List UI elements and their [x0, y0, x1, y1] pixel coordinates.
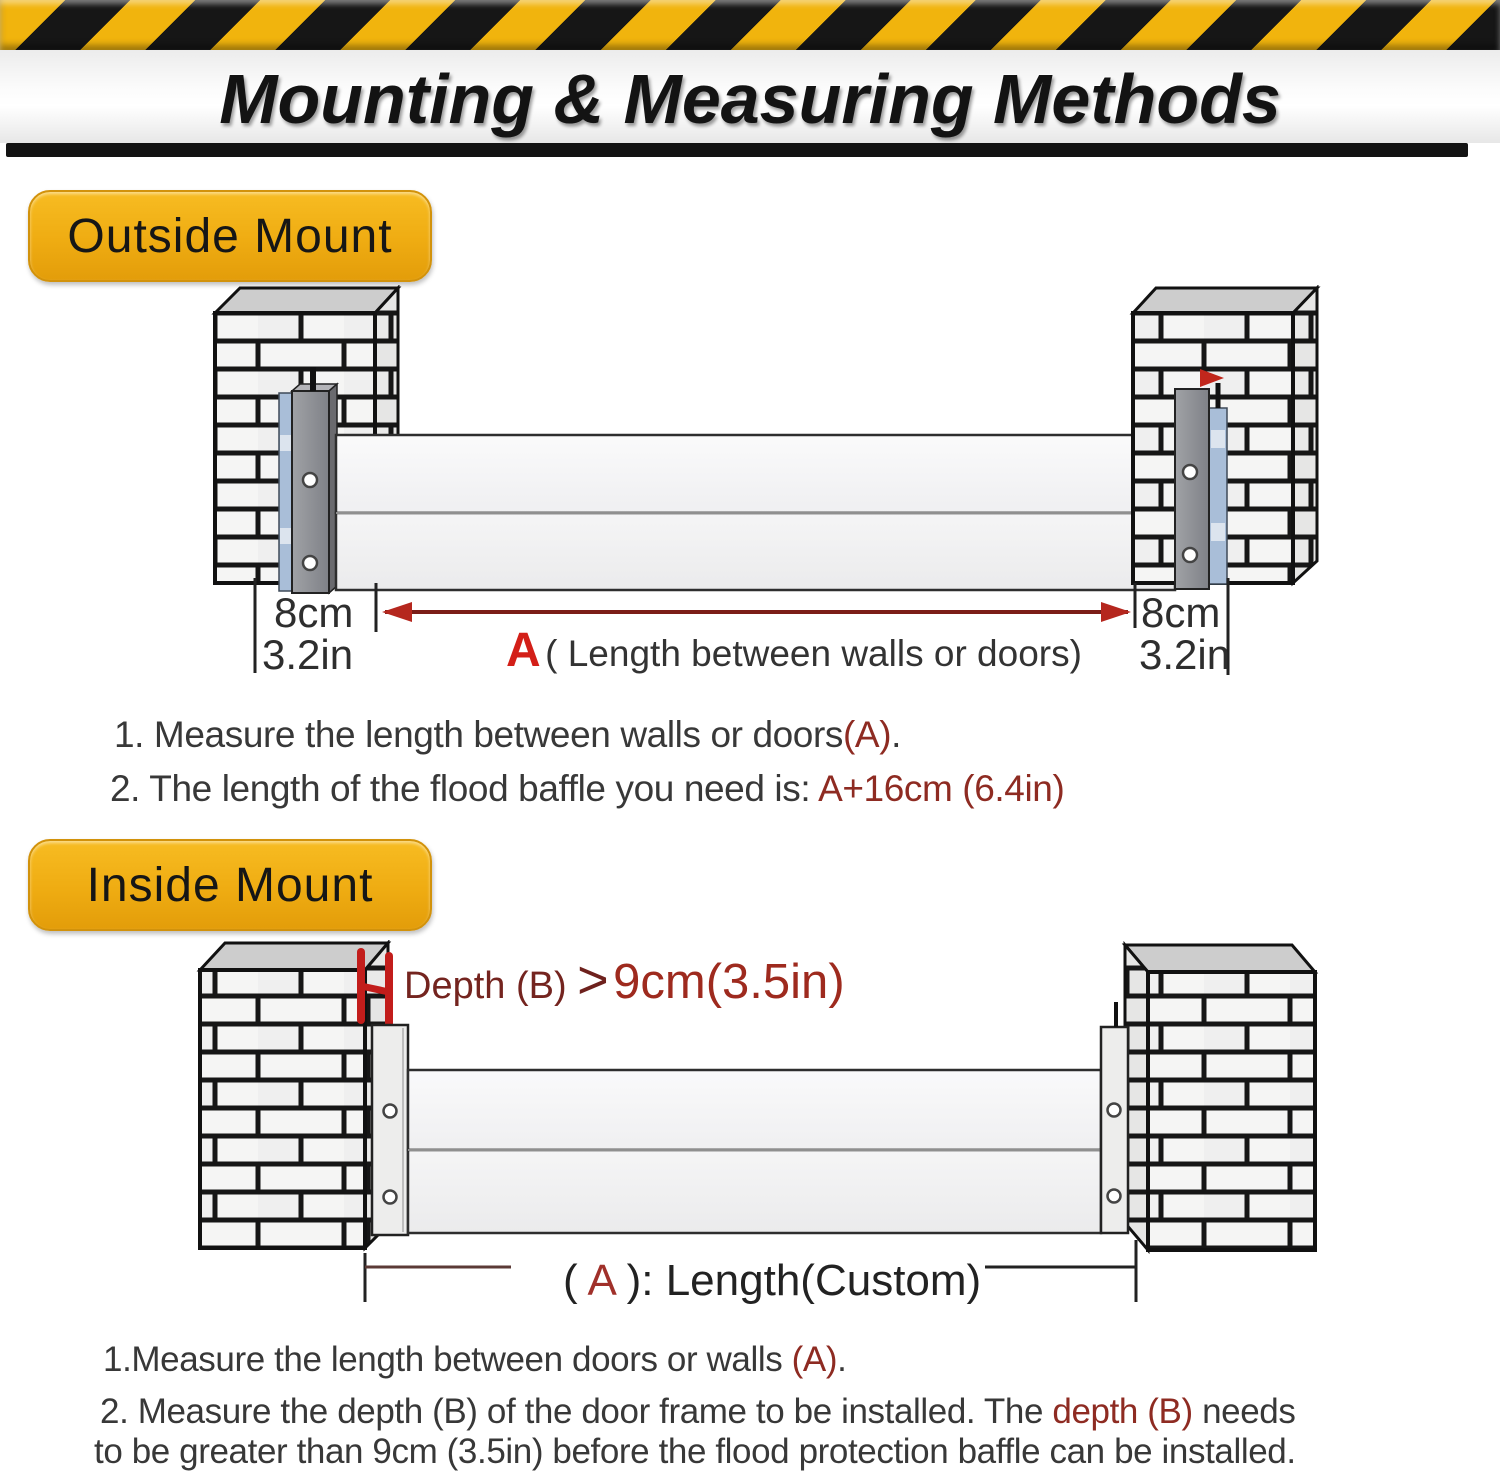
inside-mount-badge-label: Inside Mount	[86, 858, 374, 912]
rubber-seal	[279, 393, 293, 591]
pillar-top-slab	[1125, 945, 1315, 972]
pillar-front-face	[200, 970, 365, 1248]
inside-step2-line2-text: to be greater than 9cm (3.5in) before the flood protection baffle can be installed.	[94, 1432, 1296, 1471]
inside-measurement	[365, 1240, 1136, 1305]
outside-step-1	[114, 714, 901, 756]
seal-tab	[280, 528, 292, 544]
barrier-panel-top	[336, 435, 1175, 513]
length-label-open: (	[563, 1256, 578, 1305]
inside-step2-text: 2. Measure the depth (B) of the door frame to be installed. The	[100, 1392, 1053, 1431]
outside-step1-period: .	[891, 714, 902, 755]
depth-label	[404, 950, 845, 1010]
inside-flood-barrier	[408, 1070, 1101, 1233]
barrier-panel-top	[408, 1070, 1101, 1150]
span-label	[506, 624, 1082, 677]
screw-hole	[384, 1105, 397, 1118]
right-offset-in: 3.2in	[1139, 631, 1231, 678]
inside-step2-tail: needs	[1192, 1392, 1296, 1431]
outside-step1-text: 1. Measure the length between walls or doors	[114, 714, 843, 755]
outside-measurement	[255, 578, 1230, 678]
inside-right-bracket	[1101, 1002, 1128, 1233]
inside-step2-accent: depth (B)	[1052, 1392, 1193, 1431]
screw-hole	[303, 473, 317, 487]
pillar-front-face	[1148, 972, 1315, 1250]
barrier-panel-bottom	[408, 1150, 1101, 1233]
screw-hole	[1183, 465, 1197, 479]
seal-tab	[280, 435, 292, 451]
screw-hole	[1108, 1190, 1121, 1203]
outside-right-bracket	[1175, 369, 1227, 589]
inside-mount-diagram	[0, 940, 1500, 1335]
hazard-tape-banner	[0, 0, 1500, 50]
outside-step1-accent: (A)	[843, 714, 892, 755]
outside-step2-accent: A+16cm (6.4in)	[818, 768, 1065, 809]
inside-mount-badge	[28, 839, 432, 931]
length-label	[563, 1256, 981, 1305]
screw-hole	[303, 556, 317, 570]
depth-label-text: Depth (B)	[404, 965, 578, 1007]
screw-hole	[1183, 548, 1197, 562]
span-arrowhead-left	[382, 602, 412, 622]
pillar-top-slab	[215, 288, 398, 313]
depth-label-value: 9cm(3.5in)	[613, 955, 845, 1009]
seal-tab	[1211, 430, 1225, 448]
screw-hole	[384, 1191, 397, 1204]
inside-step-1	[103, 1340, 846, 1380]
inside-right-pillar	[1125, 945, 1315, 1250]
outside-mount-badge-label: Outside Mount	[67, 209, 393, 263]
span-label-a: A	[506, 624, 541, 677]
inside-step-2-line-2	[94, 1432, 1296, 1472]
inside-step1-accent: (A)	[791, 1340, 838, 1379]
span-arrowhead-right	[1101, 602, 1131, 622]
barrier-panel-bottom	[336, 513, 1175, 590]
outside-flood-barrier	[336, 435, 1175, 590]
outside-mount-badge	[28, 190, 432, 282]
pillar-side-face	[1293, 288, 1317, 583]
pillar-top-slab	[1133, 288, 1317, 313]
outside-mount-diagram	[0, 285, 1500, 705]
left-offset-in: 3.2in	[262, 631, 354, 678]
length-label-text: ): Length(Custom)	[626, 1256, 982, 1305]
inside-step1-text: 1.Measure the length between doors or walls	[103, 1340, 792, 1379]
inside-left-bracket	[372, 1025, 408, 1235]
outside-step-2	[110, 768, 1064, 810]
span-label-text: ( Length between walls or doors)	[545, 633, 1082, 674]
seal-tab	[1211, 523, 1225, 541]
screw-hole	[1108, 1104, 1121, 1117]
depth-label-gt: >	[577, 950, 609, 1010]
inside-step-2-line-1	[100, 1392, 1295, 1432]
outside-step2-text: 2. The length of the flood baffle you need is:	[110, 768, 819, 809]
left-offset-cm: 8cm	[274, 589, 354, 636]
right-offset-cm: 8cm	[1141, 589, 1221, 636]
inside-step1-period: .	[837, 1340, 847, 1379]
length-label-a: A	[587, 1256, 615, 1305]
page-title: Mounting & Measuring Methods	[219, 60, 1281, 138]
outside-left-bracket	[279, 367, 337, 593]
header-divider	[6, 143, 1468, 157]
